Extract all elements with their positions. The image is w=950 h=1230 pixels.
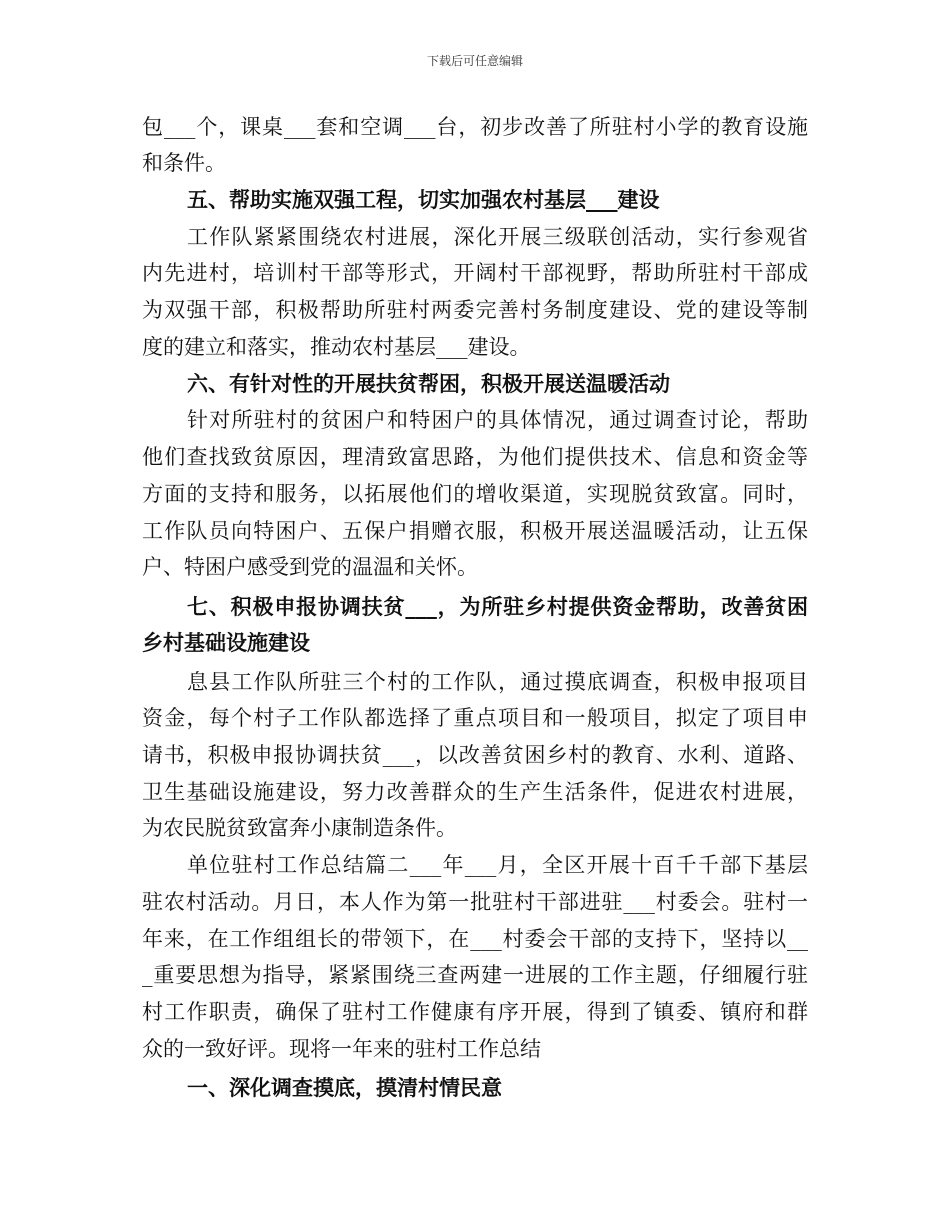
body-line: 息县工作队所驻三个村的工作队，通过摸底调查，积极申报项目 [187, 670, 808, 694]
body-line: 请书，积极申报协调扶贫___，以改善贫困乡村的教育、水利、道路、 [142, 743, 808, 767]
page-header: 下载后可任意编辑 [426, 54, 523, 68]
section-heading: 五、帮助实施双强工程，切实加强农村基层___建设 [187, 188, 660, 212]
body-line: 为农民脱贫致富奔小康制造条件。 [142, 816, 457, 840]
body-line: 和条件。 [142, 151, 226, 175]
section-heading: 六、有针对性的开展扶贫帮困，积极开展送温暖活动 [187, 372, 670, 396]
body-line: 年来，在工作组组长的带领下，在___村委会干部的支持下，坚持以__ [142, 927, 808, 951]
body-line: 包___个，课桌___套和空调___台，初步改善了所驻村小学的教育设施 [142, 115, 808, 139]
body-line: 户、特困户感受到党的温温和关怀。 [142, 555, 478, 579]
body-line: 单位驻村工作总结篇二___年___月，全区开展十百千千部下基层 [187, 853, 808, 877]
section-heading: 一、深化调查摸底，摸清村情民意 [187, 1076, 502, 1100]
body-line: _重要思想为指导，紧紧围绕三查两建一进展的工作主题，仔细履行驻 [142, 963, 808, 987]
body-line: 资金，每个村子工作队都选择了重点项目和一般项目，拟定了项目申 [142, 706, 808, 730]
body-line: 方面的支持和服务，以拓展他们的增收渠道，实现脱贫致富。同时， [142, 482, 808, 506]
body-line: 工作队紧紧围绕农村进展，深化开展三级联创活动，实行参观省 [187, 225, 808, 249]
body-line: 卫生基础设施建设，努力改善群众的生产生活条件，促进农村进展， [142, 780, 808, 804]
body-line: 针对所驻村的贫困户和特困户的具体情况，通过调查讨论，帮助 [187, 408, 808, 432]
section-heading: 七、积极申报协调扶贫___，为所驻乡村提供资金帮助，改善贫困 [187, 595, 808, 619]
body-line: 村工作职责，确保了驻村工作健康有序开展，得到了镇委、镇府和群 [142, 1000, 808, 1024]
body-line: 他们查找致贫原因，理清致富思路，为他们提供技术、信息和资金等 [142, 445, 808, 469]
body-line: 为双强干部，积极帮助所驻村两委完善村务制度建设、党的建设等制 [142, 298, 808, 322]
body-line: 驻农村活动。月日，本人作为第一批驻村干部进驻___村委会。驻村一 [142, 890, 808, 914]
body-line: 内先进村，培训村干部等形式，开阔村干部视野，帮助所驻村干部成 [142, 261, 808, 285]
body-line: 度的建立和落实，推动农村基层___建设。 [142, 335, 531, 359]
section-heading: 乡村基础设施建设 [142, 631, 310, 655]
body-line: 众的一致好评。现将一年来的驻村工作总结 [142, 1037, 541, 1061]
body-line: 工作队员向特困户、五保户捐赠衣服，积极开展送温暖活动，让五保 [142, 519, 808, 543]
